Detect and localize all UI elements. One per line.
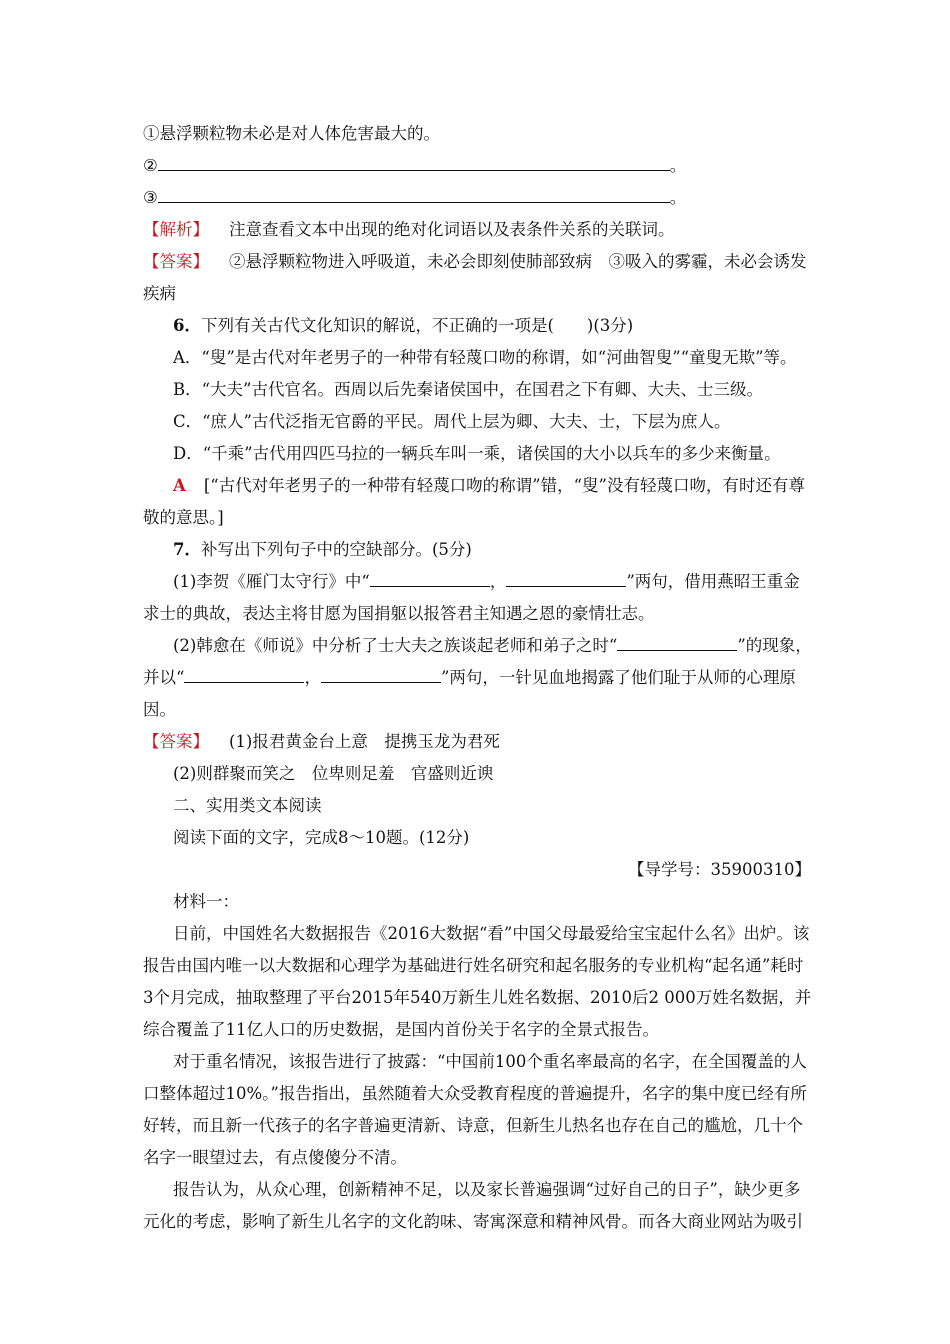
answer-blank	[506, 568, 626, 587]
q5-item-2	[143, 150, 813, 182]
answer-blank	[158, 184, 670, 203]
question-text: 下列有关古代文化知识的解说，不正确的一项是( )(3分)	[200, 316, 634, 335]
document-page	[143, 118, 813, 1238]
answer-blank	[617, 632, 737, 651]
q5-analysis	[143, 214, 813, 246]
q7-stem	[143, 534, 813, 566]
q6-stem	[143, 310, 813, 342]
q5-item-3	[143, 182, 813, 214]
end-mark: 。	[669, 188, 687, 207]
q6-option-c: C．“庶人”古代泛指无官爵的平民。周代上层为卿、大夫、士，下层为庶人。	[173, 412, 731, 431]
sentence-text: ”两句，一针见血地揭露了他们耻于从师的心理原因。	[143, 668, 796, 719]
answer-text: (1)报君黄金台上意 提携玉龙为君死	[229, 732, 500, 751]
answer-blank	[370, 568, 490, 587]
q6-answer	[143, 470, 813, 534]
item-prefix: ③	[143, 188, 158, 207]
q6-option-d: D．“千乘”古代用四匹马拉的一辆兵车叫一乘，诸侯国的大小以兵车的多少来衡量。	[173, 444, 781, 463]
sentence-text: ，	[304, 668, 321, 687]
answer-label: 【答案】	[143, 252, 209, 271]
question-text: 补写出下列句子中的空缺部分。(5分)	[200, 540, 472, 559]
material-paragraph-1: 日前，中国姓名大数据报告《2016大数据“看”中国父母最爱给宝宝起什么名》出炉。该报告由国内唯一以大数据和心理学为基础进行姓名研究和起名服务的专业机构“起名通”耗时3个月完成，抽取整理了平台2015年540万新生儿姓名数据、2010后2 000万姓名数据，并综合覆盖了11亿人口的历史数据，是国内首份关于名字的全景式报告。	[143, 924, 812, 1039]
q6-option-a: A．“叟”是古代对年老男子的一种带有轻蔑口吻的称谓，如“河曲智叟”“童叟无欺”等。	[173, 348, 797, 367]
answer-letter: A	[173, 476, 186, 495]
q6-option-b: B．“大夫”古代官名。西周以后先秦诸侯国中，在国君之下有卿、大夫、士三级。	[173, 380, 763, 399]
answer-blank	[321, 664, 441, 683]
answer-text: ②悬浮颗粒物进入呼吸道，未必会即刻使肺部致病 ③吸入的雾霾，未必会诱发疾病	[143, 252, 807, 303]
sentence-text: ”两句，借用燕昭王重金求士的典故，表达主将甘愿为国捐躯以报答君主知遇之恩的豪情壮志。	[143, 572, 800, 623]
q5-answer	[143, 246, 813, 310]
answer-explanation: [“古代对年老男子的一种带有轻蔑口吻的称谓”错，“叟”没有轻蔑口吻，有时还有尊敬的意思。]	[143, 476, 805, 527]
sentence-text: ”的现象，并以“	[143, 636, 812, 687]
answer-blank	[184, 664, 304, 683]
item-prefix: ②	[143, 156, 158, 175]
guide-number: 【导学号：35900310】	[628, 860, 811, 879]
sentence-text: (2)韩愈在《师说》中分析了士大夫之族谈起老师和弟子之时“	[173, 636, 618, 655]
q7-answer	[143, 726, 813, 758]
sentence-text: ，	[489, 572, 507, 591]
material-label: 材料一：	[173, 892, 239, 911]
analysis-text: 注意查看文本中出现的绝对化词语以及表条件关系的关联词。	[229, 220, 675, 239]
q5-item-1: ①悬浮颗粒物未必是对人体危害最大的。	[143, 124, 440, 143]
section-instruction: 阅读下面的文字，完成8～10题。(12分)	[173, 828, 470, 847]
end-mark: 。	[669, 156, 687, 175]
answer-blank	[158, 152, 670, 171]
answer-label: 【答案】	[143, 732, 209, 751]
material-paragraph-2: 对于重名情况，该报告进行了披露：“中国前100个重名率最高的名字，在全国覆盖的人口整体超过10%。”报告指出，虽然随着大众受教育程度的普遍提升，名字的集中度已经有所好转，而且新一代孩子的名字普遍更清新、诗意，但新生儿热名也存在自己的尴尬，几十个名字一眼望过去，有点傻傻分不清。	[143, 1052, 807, 1167]
analysis-label: 【解析】	[143, 220, 209, 239]
q7-sentence-1	[143, 566, 813, 630]
sentence-text: (1)李贺《雁门太守行》中“	[173, 572, 370, 591]
q7-answer-2: (2)则群聚而笑之 位卑则足羞 官盛则近谀	[173, 764, 494, 783]
material-paragraph-3: 报告认为，从众心理，创新精神不足，以及家长普遍强调“过好自己的日子”，缺少更多元化的考虑，影响了新生儿名字的文化韵味、寄寓深意和精神风骨。而各大商业网站为吸引	[143, 1180, 803, 1231]
question-number: 6．	[173, 316, 201, 335]
question-number: 7．	[173, 540, 201, 559]
section-heading: 二、实用类文本阅读	[173, 796, 322, 815]
q7-sentence-2	[143, 630, 813, 726]
